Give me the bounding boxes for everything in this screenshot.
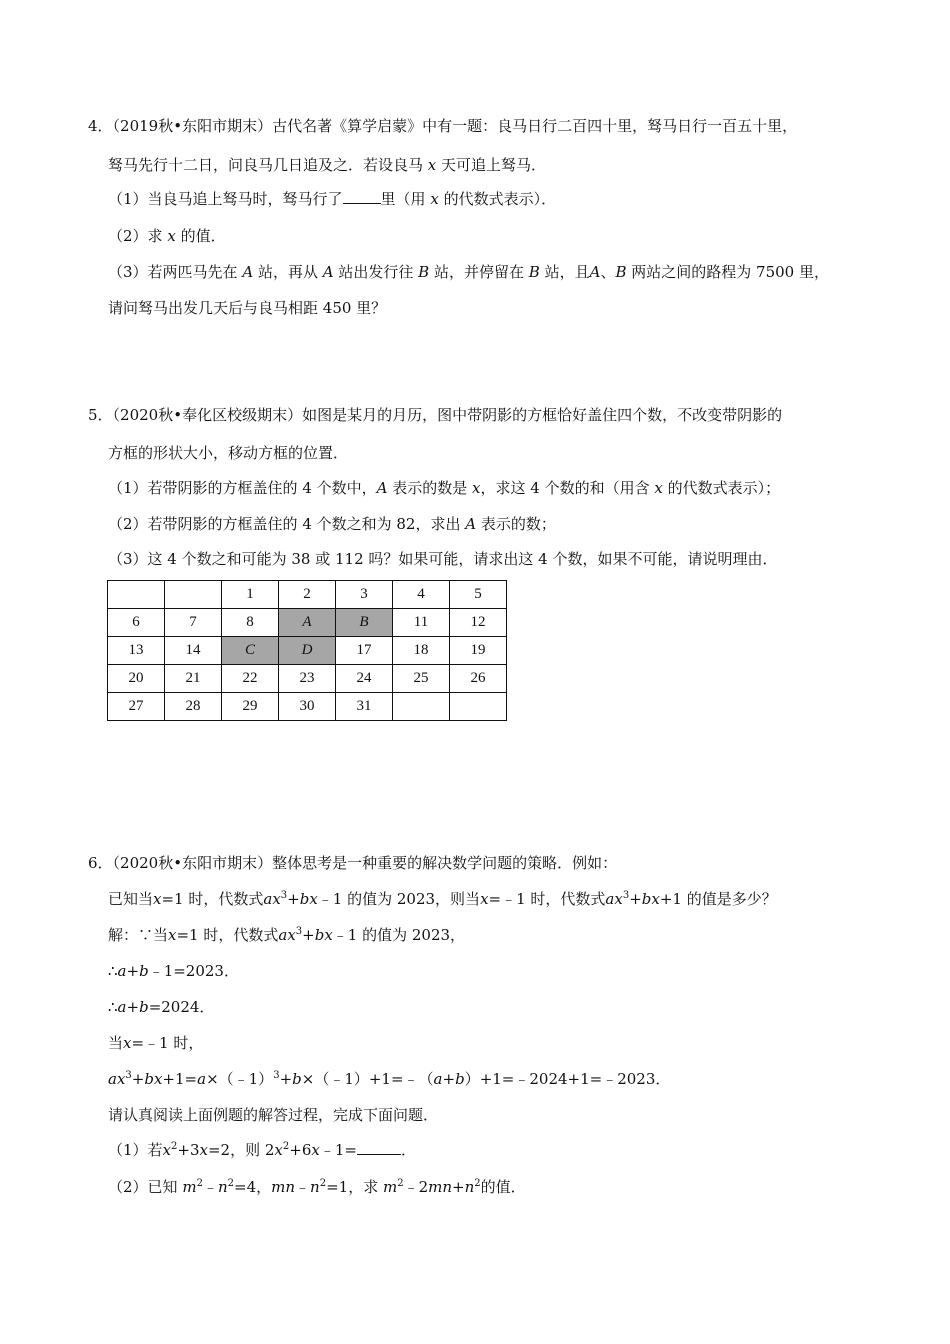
q4-number: 4． [88, 117, 113, 135]
q5-line1: 5．（2020秋•奉化区校级期末）如图是某月的月历，图中带阴影的方框恰好盖住四个数，不改变带阴影的 [88, 406, 783, 424]
calendar-cell: 2 [279, 581, 336, 609]
calendar-cell: 28 [165, 693, 222, 721]
q4-part2: （2）求 x 的值． [108, 227, 226, 245]
q6-line2: 已知当x=1 时，代数式$ax^3+bx﹣1$ 的值为 2023，则当x=﹣1 时，代数式$ax^3+bx+1$ 的值是多少？ [108, 890, 777, 908]
calendar-cell: 5 [450, 581, 507, 609]
calendar-cell: 30 [279, 693, 336, 721]
calendar-row [108, 581, 507, 609]
calendar-cell: 17 [336, 637, 393, 665]
calendar-cell: 14 [165, 637, 222, 665]
calendar-cell: 8 [222, 609, 279, 637]
calendar-cell [165, 581, 222, 609]
q6-part1: （1）若$x^2+3x=2$，则 $2x^2+6x﹣1=$ ． [108, 1141, 416, 1159]
q5-number: 5． [88, 406, 113, 424]
calendar-row [108, 665, 507, 693]
calendar-cell: 4 [393, 581, 450, 609]
calendar-cell: 23 [279, 665, 336, 693]
calendar-cell: 6 [108, 609, 165, 637]
calendar-row [108, 609, 507, 637]
q6-part2: （2）已知 $m^2﹣n^2=4$，$mn﹣n^2=1$，求 $m^2﹣2mn+n^2$的值． [108, 1178, 526, 1196]
answer-blank[interactable] [357, 1140, 401, 1155]
calendar-table [107, 580, 507, 721]
calendar-cell [393, 693, 450, 721]
calendar-cell: 20 [108, 665, 165, 693]
calendar-cell: 21 [165, 665, 222, 693]
q4-part3-line2: 请问驽马出发几天后与良马相距 450 里？ [108, 299, 387, 317]
q6-line3: 解：∵当x=1 时，代数式$ax^3+bx﹣1$ 的值为 2023， [108, 926, 466, 944]
calendar-row [108, 637, 507, 665]
calendar-cell: B [336, 609, 393, 637]
calendar-cell: 19 [450, 637, 507, 665]
q6-line6: 当x=﹣1 时， [108, 1034, 204, 1052]
calendar-cell: A [279, 609, 336, 637]
q4-line2: 驽马先行十二日，问良马几日追及之．若设良马 x 天可追上驽马． [108, 156, 547, 174]
calendar-cell: 25 [393, 665, 450, 693]
q4-source: （2019秋•东阳市期末） [112, 117, 273, 135]
calendar-cell: 13 [108, 637, 165, 665]
q4-part1: （1）当良马追上驽马时，驽马行了 里（用 x 的代数式表示）． [108, 190, 557, 208]
q5-part1: （1）若带阴影的方框盖住的 4 个数中，A 表示的数是 x，求这 4 个数的和（用含 x 的代数式表示）； [108, 479, 781, 497]
calendar-cell: 29 [222, 693, 279, 721]
calendar-cell: 12 [450, 609, 507, 637]
q5-line2: 方框的形状大小，移动方框的位置． [108, 444, 349, 462]
answer-blank[interactable] [343, 189, 381, 204]
q5-part2: （2）若带阴影的方框盖住的 4 个数之和为 82，求出 A 表示的数； [108, 515, 556, 533]
calendar-cell: 31 [336, 693, 393, 721]
calendar-cell: 22 [222, 665, 279, 693]
q6-line1: 6．（2020秋•东阳市期末）整体思考是一种重要的解决数学问题的策略．例如： [88, 854, 618, 872]
calendar-cell: 1 [222, 581, 279, 609]
calendar-cell [450, 693, 507, 721]
calendar-row [108, 693, 507, 721]
q4-part3: （3）若两匹马先在 A 站，再从 A 站出发行往 B 站，并停留在 B 站，且A、B 两站之间的路程为 7500 里， [108, 263, 829, 281]
q6-source: （2020秋•东阳市期末） [112, 854, 273, 872]
calendar-cell: 26 [450, 665, 507, 693]
q6-number: 6． [88, 854, 113, 872]
calendar-cell: 11 [393, 609, 450, 637]
q6-line7: $ax^3+bx+1=a\times(﹣1)^3+b\times(﹣1)+1=﹣(a+b)+1=﹣2024+1=﹣2023$． [108, 1070, 671, 1088]
calendar-cell: 7 [165, 609, 222, 637]
q6-line5: ∴a+b=2024． [108, 998, 215, 1016]
calendar-cell: 24 [336, 665, 393, 693]
q6-line4: ∴a+b﹣1=2023． [108, 962, 239, 980]
calendar-cell: 18 [393, 637, 450, 665]
calendar-cell: 3 [336, 581, 393, 609]
calendar-cell [108, 581, 165, 609]
q5-part3: （3）这 4 个数之和可能为 38 或 112 吗？如果可能，请求出这 4 个数，如果不可能，请说明理由． [108, 550, 778, 568]
calendar-cell: D [279, 637, 336, 665]
q5-source: （2020秋•奉化区校级期末） [112, 406, 303, 424]
q6-line8: 请认真阅读上面例题的解答过程，完成下面问题． [108, 1106, 439, 1124]
calendar-cell: 27 [108, 693, 165, 721]
calendar-cell: C [222, 637, 279, 665]
q4-line1: 4．（2019秋•东阳市期末）古代名著《算学启蒙》中有一题：良马日行二百四十里，驽马日行一百五十里， [88, 117, 798, 135]
